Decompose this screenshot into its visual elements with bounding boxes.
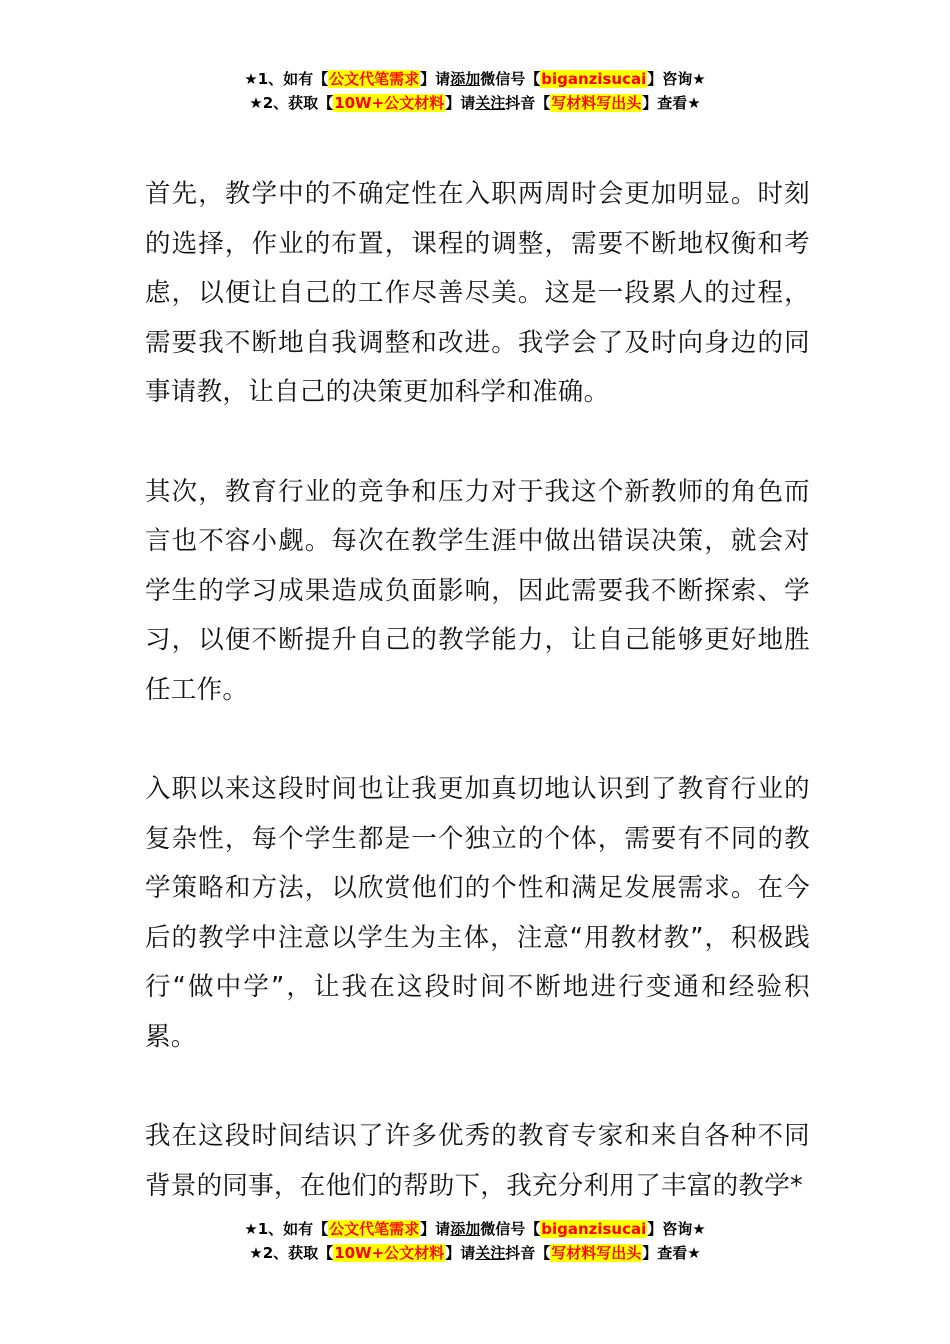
highlight-wechat-id: biganzisucai <box>541 70 647 88</box>
banner-text: 】咨询★ <box>647 70 706 88</box>
document-body <box>145 170 810 1210</box>
paragraph-3: 入职以来这段时间也让我更加真切地认识到了教育行业的复杂性，每个学生都是一个独立的个体，需要有不同的教学策略和方法，以欣赏他们的个性和满足发展需求。在今后的教学中注意以学生为主体，注意“用教材教”，积极践行“做中学”，让我在这段时间不断地进行变通和经验积累。 <box>145 774 810 1052</box>
banner-text: 】请 <box>445 94 476 112</box>
banner-text: 】查看★ <box>642 94 701 112</box>
banner-line-1 <box>0 1217 950 1241</box>
highlight-materials: 10W+公文材料 <box>334 1244 445 1262</box>
banner-text: 】请 <box>420 70 451 88</box>
banner-text: 】请 <box>445 1244 476 1262</box>
banner-text: ★2、获取【 <box>249 1244 334 1262</box>
header-banner <box>0 67 950 115</box>
banner-text: 】咨询★ <box>647 1220 706 1238</box>
footer-banner <box>0 1217 950 1265</box>
emphasis-add: 添加 <box>450 70 481 88</box>
paragraph-1: 首先，教学中的不确定性在入职两周时会更加明显。时刻的选择，作业的布置，课程的调整，需要不断地权衡和考虑，以便让自己的工作尽善尽美。这是一段累人的过程，需要我不断地自我调整和改进。我学会了及时向身边的同事请教，让自己的决策更加科学和准确。 <box>145 179 810 407</box>
banner-text: 】请 <box>420 1220 451 1238</box>
highlight-wechat-id: biganzisucai <box>541 1220 647 1238</box>
banner-line-2 <box>0 1241 950 1265</box>
highlight-ghostwriting: 公文代笔需求 <box>329 1220 420 1238</box>
paragraph-4: 我在这段时间结识了许多优秀的教育专家和来自各种不同背景的同事，在他们的帮助下，我充分利用了丰富的教学* <box>145 1121 810 1201</box>
highlight-douyin-account: 写材料写出头 <box>551 1244 642 1262</box>
banner-text: 微信号【 <box>480 1220 541 1238</box>
highlight-ghostwriting: 公文代笔需求 <box>329 70 420 88</box>
paragraph-2: 其次，教育行业的竞争和压力对于我这个新教师的角色而言也不容小觑。每次在教学生涯中做出错误决策，就会对学生的学习成果造成负面影响，因此需要我不断探索、学习，以便不断提升自己的教学能力，让自己能够更好地胜任工作。 <box>145 476 810 705</box>
banner-text: 微信号【 <box>480 70 541 88</box>
banner-text: ★1、如有【 <box>244 70 329 88</box>
emphasis-add: 添加 <box>450 1220 481 1238</box>
banner-line-2 <box>0 91 950 115</box>
highlight-douyin-account: 写材料写出头 <box>551 94 642 112</box>
emphasis-follow: 关注 <box>475 1244 506 1262</box>
banner-line-1 <box>0 67 950 91</box>
banner-text: 】查看★ <box>642 1244 701 1262</box>
emphasis-follow: 关注 <box>475 94 506 112</box>
banner-text: 抖音【 <box>505 94 551 112</box>
highlight-materials: 10W+公文材料 <box>334 94 445 112</box>
banner-text: 抖音【 <box>505 1244 551 1262</box>
banner-text: ★1、如有【 <box>244 1220 329 1238</box>
banner-text: ★2、获取【 <box>249 94 334 112</box>
